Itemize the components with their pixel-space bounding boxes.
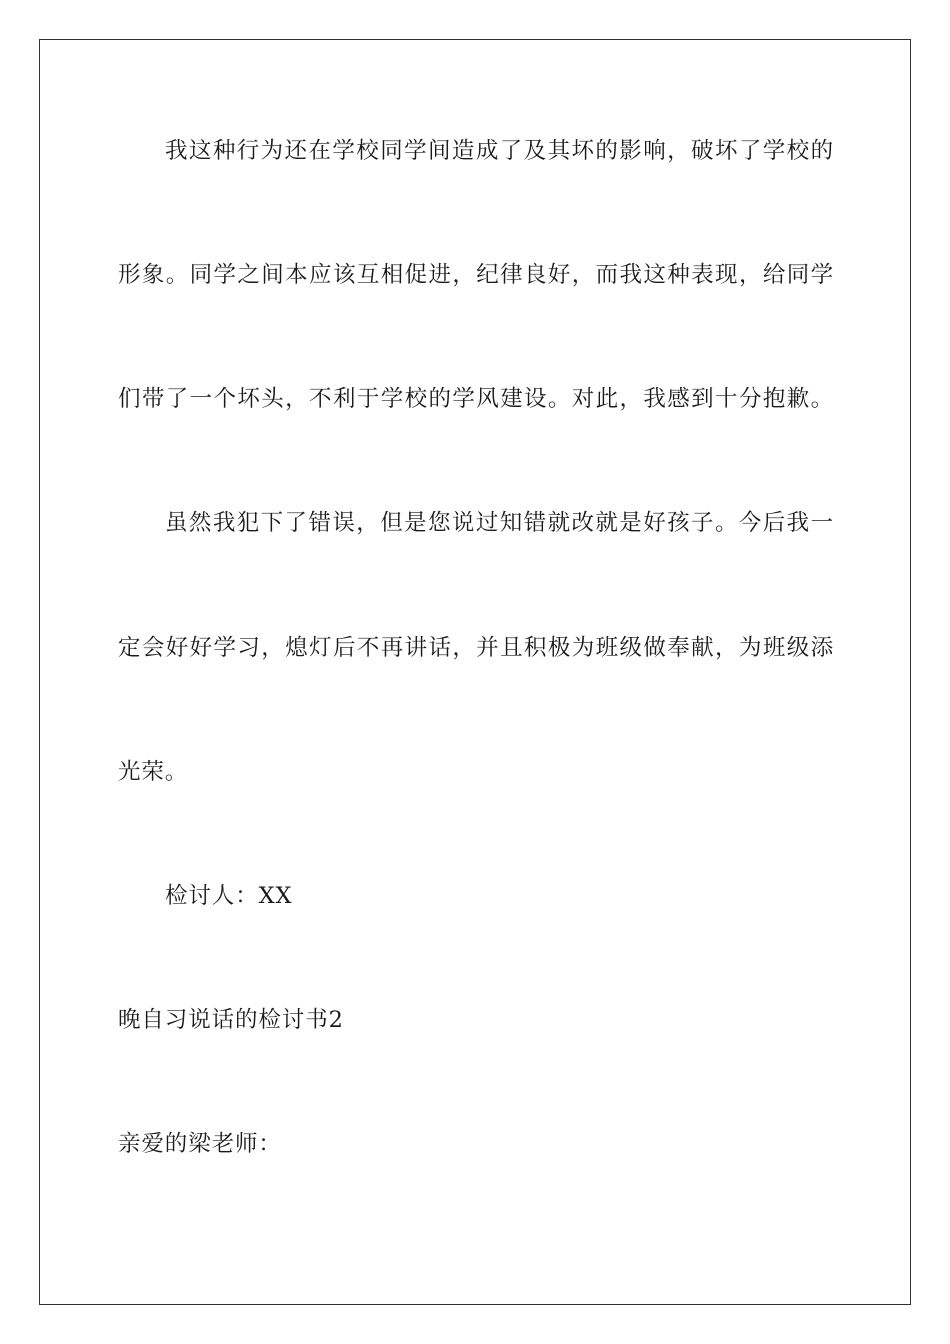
paragraph-2-line-1: 虽然我犯下了错误，但是您说过知错就改就是好孩子。今后我一 <box>165 510 834 536</box>
paragraph-1-line-1: 我这种行为还在学校同学间造成了及其坏的影响，破坏了学校的 <box>165 138 834 164</box>
paragraph-2-line-2: 定会好好学习，熄灯后不再讲话，并且积极为班级做奉献，为班级添 <box>118 635 834 661</box>
page-border <box>39 39 911 1305</box>
salutation: 亲爱的梁老师： <box>118 1131 282 1157</box>
signature: 检讨人：XX <box>165 883 293 909</box>
paragraph-1-line-2: 形象。同学之间本应该互相促进，纪律良好，而我这种表现，给同学 <box>118 262 834 288</box>
section-title: 晚自习说话的检讨书2 <box>118 1007 344 1033</box>
paragraph-1-line-3: 们带了一个坏头，不利于学校的学风建设。对此，我感到十分抱歉。 <box>118 386 834 412</box>
paragraph-2-line-3: 光荣。 <box>118 759 189 785</box>
